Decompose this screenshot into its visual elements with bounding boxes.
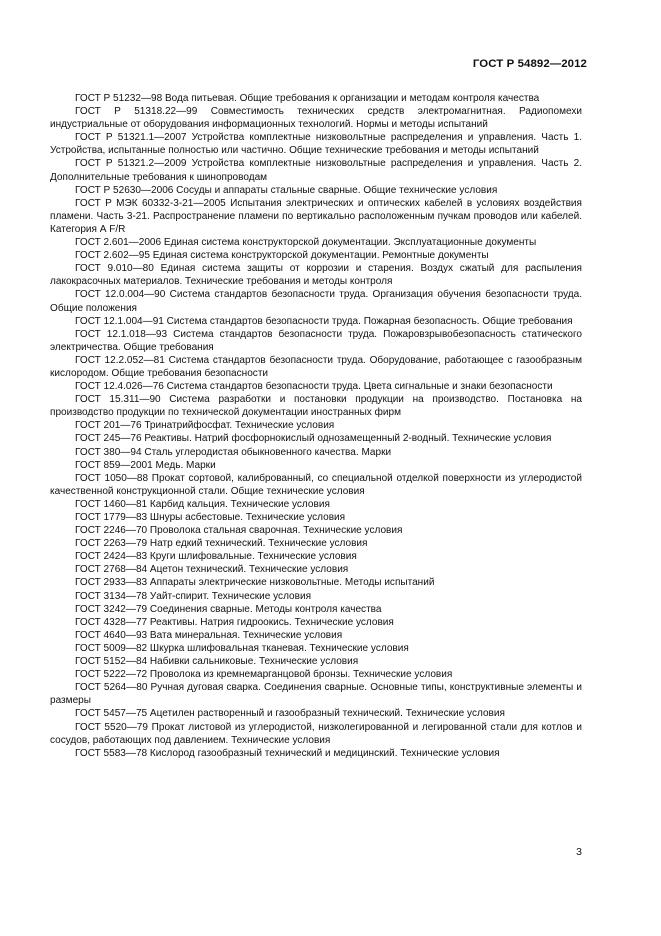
reference-entry: ГОСТ 5457—75 Ацетилен растворенный и газообразный технический. Технические условия (75, 708, 505, 720)
reference-entry: ГОСТ Р 51321.2—2009 Устройства комплектные низковольтные распределения и управления. Часть 2. Дополнительные требования к шинопроводам (50, 158, 582, 183)
reference-entry: ГОСТ 9.010—80 Единая система защиты от коррозии и старения. Воздух сжатый для распыления лакокрасочных материалов. Технические требования и методы контроля (50, 263, 582, 288)
reference-entry: ГОСТ 2.601—2006 Единая система конструкторской документации. Эксплуатационные документы (75, 237, 537, 249)
reference-entry: ГОСТ 245—76 Реактивы. Натрий фосфорнокислый однозамещенный 2-водный. Технические условия (75, 433, 552, 445)
reference-entry: ГОСТ 12.4.026—76 Система стандартов безопасности труда. Цвета сигнальные и знаки безопасности (75, 381, 553, 393)
reference-entry: ГОСТ 2.602—95 Единая система конструкторской документации. Ремонтные документы (75, 250, 489, 262)
reference-entry: ГОСТ Р МЭК 60332-3-21—2005 Испытания электрических и оптических кабелей в условиях воздействия пламени. Часть 3-21. Распространение пламени по вертикально расположенным пучкам проводов или кабелей. Категория А F/R (50, 197, 582, 235)
reference-entry: ГОСТ 5264—80 Ручная дуговая сварка. Соединения сварные. Основные типы, конструктивные элементы и размеры (50, 682, 582, 707)
normative-references-list (50, 92, 582, 760)
reference-entry: ГОСТ 859—2001 Медь. Марки (75, 459, 216, 471)
reference-entry: ГОСТ 2263—79 Натр едкий технический. Технические условия (75, 538, 368, 550)
reference-entry: ГОСТ 15.311—90 Система разработки и постановки продукции на производство. Постановка на производство продукции по технической документации иностранных фирм (50, 394, 582, 419)
reference-entry: ГОСТ 3242—79 Соединения сварные. Методы контроля качества (75, 603, 382, 615)
reference-entry: ГОСТ 12.1.004—91 Система стандартов безопасности труда. Пожарная безопасность. Общие требования (75, 315, 573, 327)
reference-entry: ГОСТ 5009—82 Шкурка шлифовальная тканевая. Технические условия (75, 642, 409, 654)
page-number: 3 (576, 846, 582, 858)
reference-entry: ГОСТ 12.0.004—90 Система стандартов безопасности труда. Организация обучения безопасности труда. Общие положения (50, 289, 582, 314)
reference-entry: ГОСТ 2933—83 Аппараты электрические низковольтные. Методы испытаний (75, 577, 435, 589)
reference-entry: ГОСТ 201—76 Тринатрийфосфат. Технические условия (75, 420, 335, 432)
page-header-standard-code: ГОСТ Р 54892—2012 (472, 58, 587, 70)
reference-entry: ГОСТ Р 51321.1—2007 Устройства комплектные низковольтные распределения и управления. Часть 1. Устройства, испытанные полностью или частично. Общие технические требования и методы испытаний (50, 132, 582, 157)
reference-entry: ГОСТ 5152—84 Набивки сальниковые. Технические условия (75, 656, 359, 668)
reference-entry: ГОСТ 12.2.052—81 Система стандартов безопасности труда. Оборудование, работающее с газообразным кислородом. Общие требования безопасности (50, 354, 582, 379)
reference-entry: ГОСТ 4640—93 Вата минеральная. Технические условия (75, 629, 343, 641)
reference-entry: ГОСТ 2246—70 Проволока стальная сварочная. Технические условия (75, 525, 403, 537)
reference-entry: ГОСТ 5583—78 Кислород газообразный технический и медицинский. Технические условия (75, 747, 500, 759)
reference-entry: ГОСТ 12.1.018—93 Система стандартов безопасности труда. Пожаровзрывобезопасность статического электричества. Общие требования (50, 328, 582, 353)
reference-entry: ГОСТ Р 51318.22—99 Совместимость технических средств электромагнитная. Радиопомехи индустриальные от оборудования информационных технологий. Нормы и методы испытаний (50, 106, 582, 131)
reference-entry: ГОСТ 5222—72 Проволока из кремнемарганцовой бронзы. Технические условия (75, 669, 453, 681)
reference-entry: ГОСТ 2768—84 Ацетон технический. Технические условия (75, 564, 349, 576)
reference-entry: ГОСТ 5520—79 Прокат листовой из углеродистой, низколегированной и легированной стали для котлов и сосудов, работающих под давлением. Технические условия (50, 721, 582, 746)
reference-entry: ГОСТ 380—94 Сталь углеродистая обыкновенного качества. Марки (75, 446, 392, 458)
reference-entry: ГОСТ 1779—83 Шнуры асбестовые. Технические условия (75, 512, 346, 523)
reference-entry: ГОСТ 4328—77 Реактивы. Натрия гидроокись. Технические условия (75, 616, 394, 628)
reference-entry: ГОСТ 2424—83 Круги шлифовальные. Технические условия (75, 551, 357, 563)
reference-entry: ГОСТ 1460—81 Карбид кальция. Технические условия (75, 498, 330, 510)
reference-entry: ГОСТ 3134—78 Уайт-спирит. Технические условия (75, 590, 312, 602)
reference-entry: ГОСТ Р 51232—98 Вода питьевая. Общие требования к организации и методам контроля качества (75, 93, 540, 104)
reference-entry: ГОСТ Р 52630—2006 Сосуды и аппараты стальные сварные. Общие технические условия (75, 184, 498, 196)
reference-entry: ГОСТ 1050—88 Прокат сортовой, калиброванный, со специальной отделкой поверхности из углеродистой качественной конструкционной стали. Общие технические условия (50, 472, 582, 497)
